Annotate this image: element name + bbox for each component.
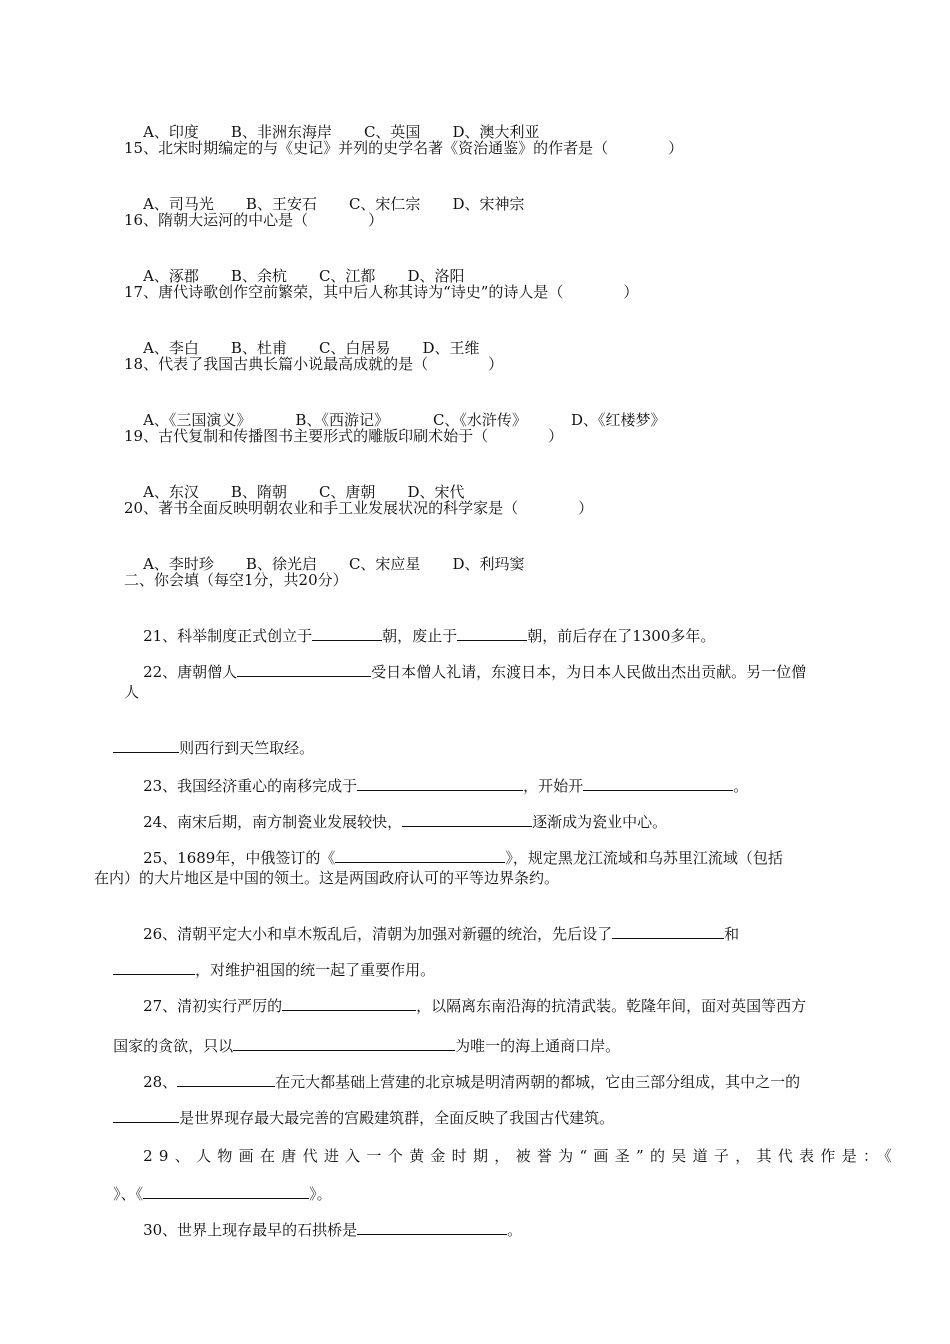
- blank[interactable]: [335, 848, 505, 863]
- q15-stem: 15、北宋时期编定的与《史记》并列的史学名著《资治通鉴》的作者是（ ）: [124, 139, 684, 157]
- option-a: A、李时珍: [143, 555, 214, 573]
- q23: 23、我国经济重心的南移完成于 ，开始开 。: [143, 777, 749, 795]
- option-c: C、英国: [363, 123, 421, 141]
- q18-stem: 18、代表了我国古典长篇小说最高成就的是（ ）: [124, 355, 504, 373]
- blank[interactable]: [282, 996, 416, 1011]
- q24: 24、南宋后期，南方制瓷业发展较快， 逐渐成为瓷业中心。: [143, 813, 668, 831]
- blank[interactable]: [113, 1108, 179, 1123]
- q29-cont: 》、《 》。: [113, 1185, 332, 1203]
- option-d: D、宋代: [407, 483, 465, 501]
- option-b: B、王安石: [245, 195, 317, 213]
- q17-stem: 17、唐代诗歌创作空前繁荣，其中后人称其诗为“诗史”的诗人是（ ）: [124, 283, 639, 301]
- blank[interactable]: [177, 1072, 275, 1087]
- q26-cont: ，对维护祖国的统一起了重要作用。: [94, 940, 435, 1000]
- blank[interactable]: [357, 776, 523, 791]
- option-a: A、《三国演义》: [143, 411, 252, 429]
- q22: 22、唐朝僧人 受日本僧人礼请，东渡日本，为日本人民做出杰出贡献。另一位僧: [143, 663, 807, 681]
- option-c: C、宋应星: [348, 555, 421, 573]
- blank[interactable]: [237, 662, 371, 677]
- blank[interactable]: [312, 626, 382, 641]
- section-title: 二、你会填（每空1分，共20分）: [124, 571, 348, 589]
- q20-stem: 20、著书全面反映明朝农业和手工业发展状况的科学家是（ ）: [124, 499, 594, 517]
- option-d: D、《红楼梦》: [570, 411, 666, 429]
- option-d: D、洛阳: [407, 267, 465, 285]
- option-a: A、东汉: [143, 483, 199, 501]
- option-d: D、王维: [422, 339, 480, 357]
- option-a: A、司马光: [143, 195, 214, 213]
- option-d: D、宋神宗: [452, 195, 525, 213]
- q28: 28、 在元大都基础上营建的北京城是明清两朝的都城，它由三部分组成，其中之一的: [143, 1073, 801, 1091]
- q30: 30、世界上现存最早的石拱桥是 。: [143, 1221, 523, 1239]
- option-a: A、李白: [143, 339, 199, 357]
- q27: 27、清初实行严厉的 ，以隔离东南沿海的抗清武装。乾隆年间，面对英国等西方: [143, 997, 807, 1015]
- option-a: A、印度: [143, 123, 199, 141]
- q27-cont: 国家的贪欲，只以 为唯一的海上通商口岸。: [113, 1037, 621, 1055]
- option-c: C、《水浒传》: [432, 411, 527, 429]
- q25: 25、1689年，中俄签订的《 》，规定黑龙江流域和乌苏里江流域（包括: [143, 849, 783, 867]
- blank[interactable]: [612, 924, 724, 939]
- option-c: C、唐朝: [318, 483, 376, 501]
- blank[interactable]: [357, 1220, 507, 1235]
- blank[interactable]: [113, 960, 195, 975]
- blank[interactable]: [233, 1036, 455, 1051]
- option-c: C、白居易: [318, 339, 391, 357]
- q21: 21、科举制度正式创立于 朝，废止于 朝，前后存在了1300多年。: [143, 627, 716, 645]
- blank[interactable]: [143, 1184, 309, 1199]
- blank[interactable]: [583, 776, 733, 791]
- q25-cont: 在内）的大片地区是中国的领土。这是两国政府认可的平等边界条约。: [94, 869, 560, 887]
- q29: 29、人物画在唐代进入一个黄金时期，被誉为“画圣”的吴道子，其代表作是：《: [143, 1147, 899, 1165]
- option-c: C、宋仁宗: [348, 195, 421, 213]
- option-d: D、利玛窦: [452, 555, 525, 573]
- option-b: B、隋朝: [230, 483, 287, 501]
- option-b: B、《西游记》: [295, 411, 389, 429]
- option-b: B、非洲东海岸: [230, 123, 332, 141]
- option-b: B、徐光启: [245, 555, 317, 573]
- blank[interactable]: [402, 812, 532, 827]
- blank[interactable]: [457, 626, 527, 641]
- option-b: B、余杭: [230, 267, 287, 285]
- option-c: C、江都: [318, 267, 376, 285]
- option-d: D、澳大利亚: [452, 123, 540, 141]
- option-a: A、涿郡: [143, 267, 199, 285]
- q19-stem: 19、古代复制和传播图书主要形式的雕版印刷术始于（ ）: [124, 427, 564, 445]
- q22-cont2: 则西行到天竺取经。: [94, 718, 314, 778]
- q22-cont: 人: [124, 683, 140, 701]
- q28-cont: 是世界现存最大最完善的宫殿建筑群，全面反映了我国古代建筑。: [94, 1088, 614, 1148]
- blank[interactable]: [113, 738, 179, 753]
- option-b: B、杜甫: [230, 339, 287, 357]
- q26: 26、清朝平定大小和卓木叛乱后，清朝为加强对新疆的统治，先后设了 和: [143, 925, 740, 943]
- q16-stem: 16、隋朝大运河的中心是（ ）: [124, 211, 384, 229]
